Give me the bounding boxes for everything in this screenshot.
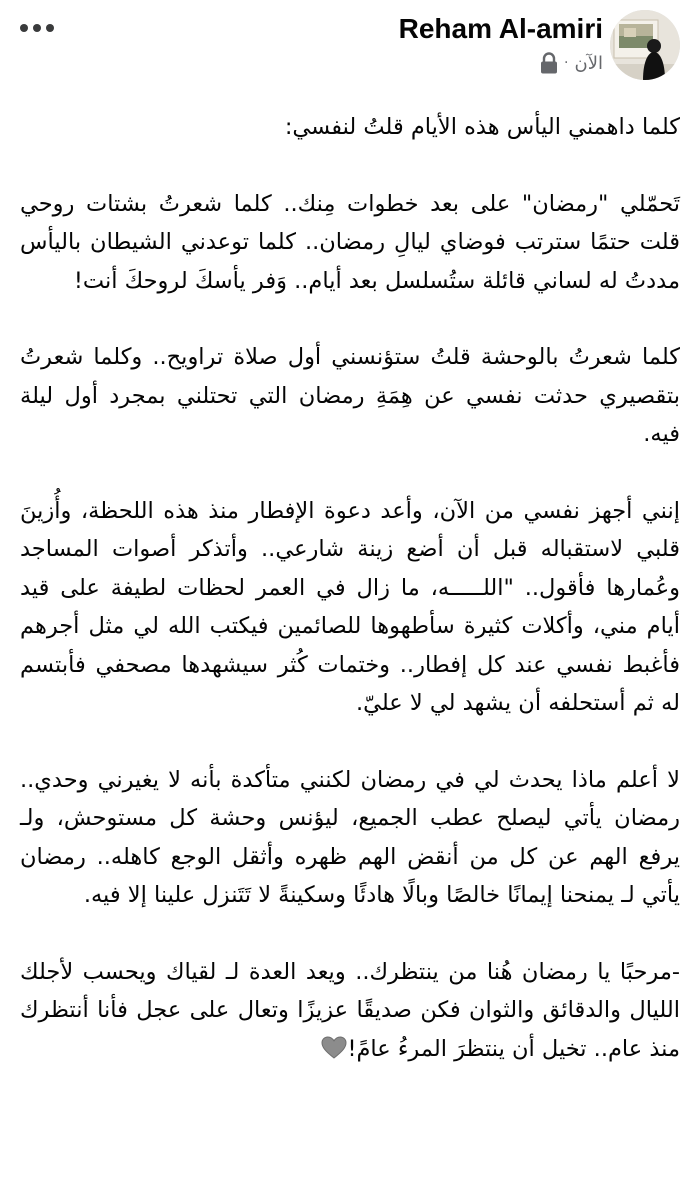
grey-heart-icon — [321, 1034, 347, 1058]
post-body — [20, 108, 680, 1068]
post-timestamp[interactable]: الآن — [574, 52, 603, 74]
post-paragraph-text: -مرحبًا يا رمضان هُنا من ينتظرك.. ويعد العدة لـ لقياك ويحسب لأجلك الليال والدقائق والثوان فكن صديقًا عزيزًا وتعال على عجل فأنا أنتظرك منذ عام.. تخيل أن ينتظرَ المرءُ عامً! — [20, 958, 680, 1062]
author-name[interactable]: Reham Al-amiri — [398, 13, 603, 44]
more-horizontal-icon — [20, 24, 54, 32]
meta-separator: · — [564, 55, 569, 71]
post-header — [0, 0, 700, 100]
post-paragraph-last — [20, 953, 680, 1069]
post-meta — [399, 52, 603, 74]
post-paragraph: تَحمّلي "رمضان" على بعد خطوات مِنك.. كلما شعرتُ بشتات روحي قلت حتمًا سترتب فوضاي ليالِ رمضان.. كلما توعدني الشيطان باليأس مددتُ له لساني قائلة ستُسلسل بعد أيام.. وَفر يأسكَ لروحكَ أنت! — [20, 190, 680, 294]
post-paragraph: كلما شعرتُ بالوحشة قلتُ ستؤنسني أول صلاة تراويح.. وكلما شعرتُ بتقصيري حدثت نفسي عن هِمَةِ رمضان التي تحتلني بمجرد أول ليلة فيه. — [20, 344, 680, 447]
author-block — [399, 12, 603, 74]
post-paragraph: كلما داهمني اليأس هذه الأيام قلتُ لنفسي: — [284, 114, 680, 140]
avatar[interactable] — [610, 10, 680, 80]
lock-icon[interactable] — [540, 52, 558, 74]
post-paragraph: إنني أجهز نفسي من الآن، وأعد دعوة الإفطار منذ هذه اللحظة، وأُزينَ قلبي لاستقباله قبل أن أضع زينة شارعي.. وأتذكر أصوات المساجد وعُمارها فأقول.. "اللـــــه، ما زال في العمر لحظات لطيفة على قيد أيام مني، وأكلات كثيرة سأطهوها للصائمين فيكتب الله لي مثل أجرهم فأغبط نفسي عند كل إفطار.. وختمات كُثر سيشهدها مصحفي فأبتسم له ثم أستحلفه أن يشهد لي لا عليّ. — [20, 497, 680, 716]
more-options-button[interactable] — [12, 8, 62, 48]
post-paragraph: لا أعلم ماذا يحدث لي في رمضان لكنني متأكدة بأنه لا يغيرني وحدي.. رمضان يأتي ليصلح عطب الجميع، ليؤنس وحشة كل مستوحش، ولـ يرفع الهم عن كل من أنقض الهم ظهره وأثقل الوجع كاهله.. رمضان يأتي لـ يمنحنا إيمانًا خالصًا وبالًا هادئًا وسكينةً لا تَتَنزل علينا إلا فيه. — [20, 766, 680, 908]
